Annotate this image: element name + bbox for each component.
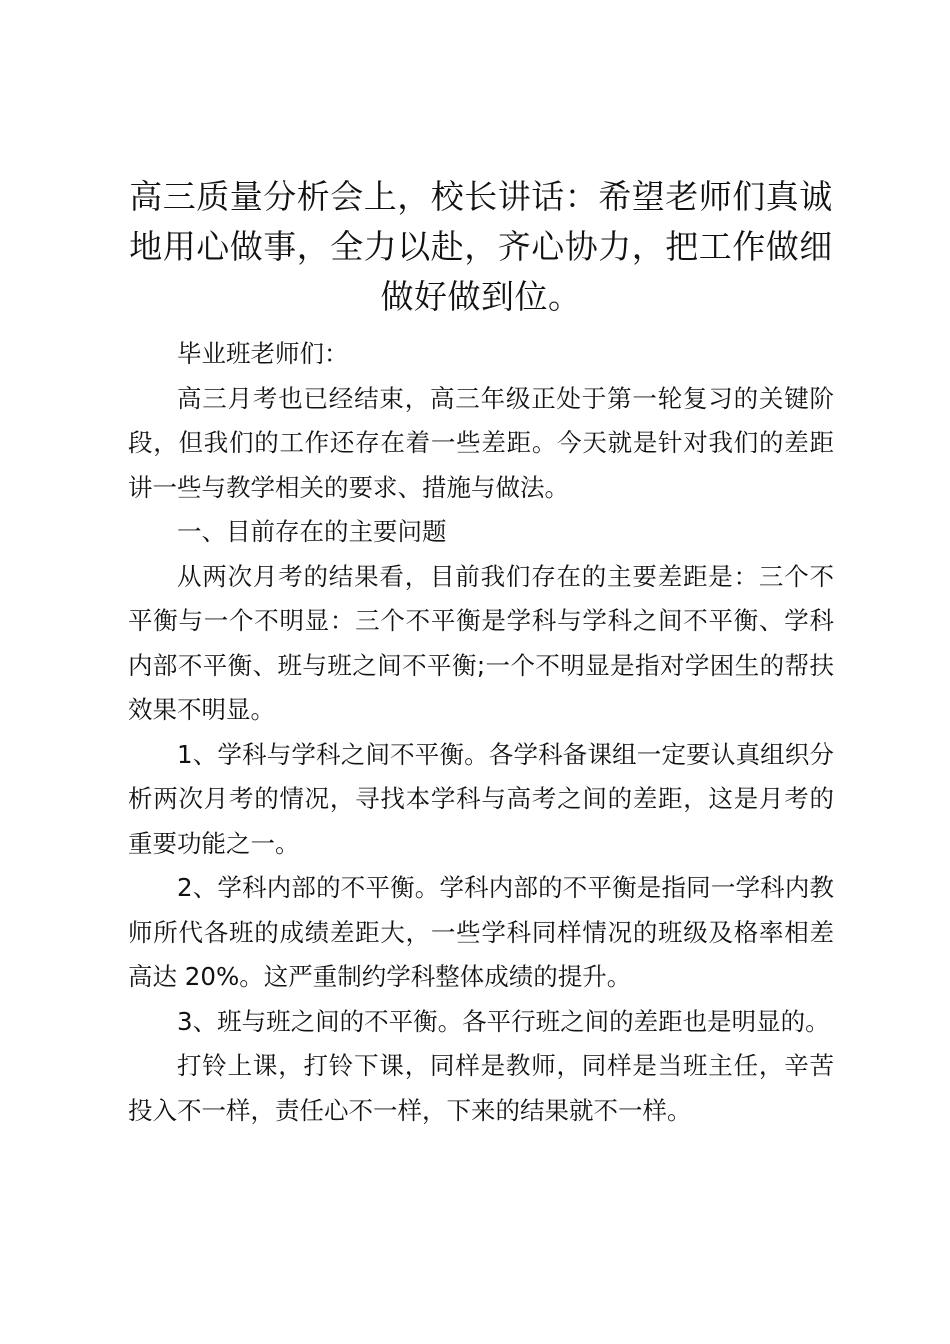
intro-paragraph: 高三月考也已经结束，高三年级正处于第一轮复习的关键阶段，但我们的工作还存在着一些差距。今天就是针对我们的差距讲一些与教学相关的要求、措施与做法。 bbox=[128, 383, 834, 502]
point-2-paragraph: 2、学科内部的不平衡。学科内部的不平衡是指同一学科内教师所代各班的成绩差距大，一些学科同样情况的班级及格率相差高达 20%。这严重制约学科整体成绩的提升。 bbox=[128, 873, 834, 991]
closing-paragraph: 打铃上课，打铃下课，同样是教师，同样是当班主任，辛苦投入不一样，责任心不一样，下来的结果就不一样。 bbox=[128, 1051, 834, 1125]
document-title: 高三质量分析会上，校长讲话：希望老师们真诚地用心做事，全力以赴，齐心协力，把工作做细做好做到位。 bbox=[129, 177, 833, 316]
salutation-paragraph: 毕业班老师们： bbox=[177, 339, 349, 368]
section-heading-problems: 一、目前存在的主要问题 bbox=[177, 517, 447, 546]
point-1-paragraph: 1、学科与学科之间不平衡。各学科备课组一定要认真组织分析两次月考的情况，寻找本学科与高考之间的差距，这是月考的重要功能之一。 bbox=[128, 739, 834, 858]
document-body bbox=[128, 172, 834, 1133]
point-3-paragraph: 3、班与班之间的不平衡。各平行班之间的差距也是明显的。 bbox=[177, 1006, 830, 1036]
problems-summary-paragraph: 从两次月考的结果看，目前我们存在的主要差距是：三个不平衡与一个不明显：三个不平衡是学科与学科之间不平衡、学科内部不平衡、班与班之间不平衡;一个不明显是指对学困生的帮扶效果不明显。 bbox=[128, 561, 834, 724]
